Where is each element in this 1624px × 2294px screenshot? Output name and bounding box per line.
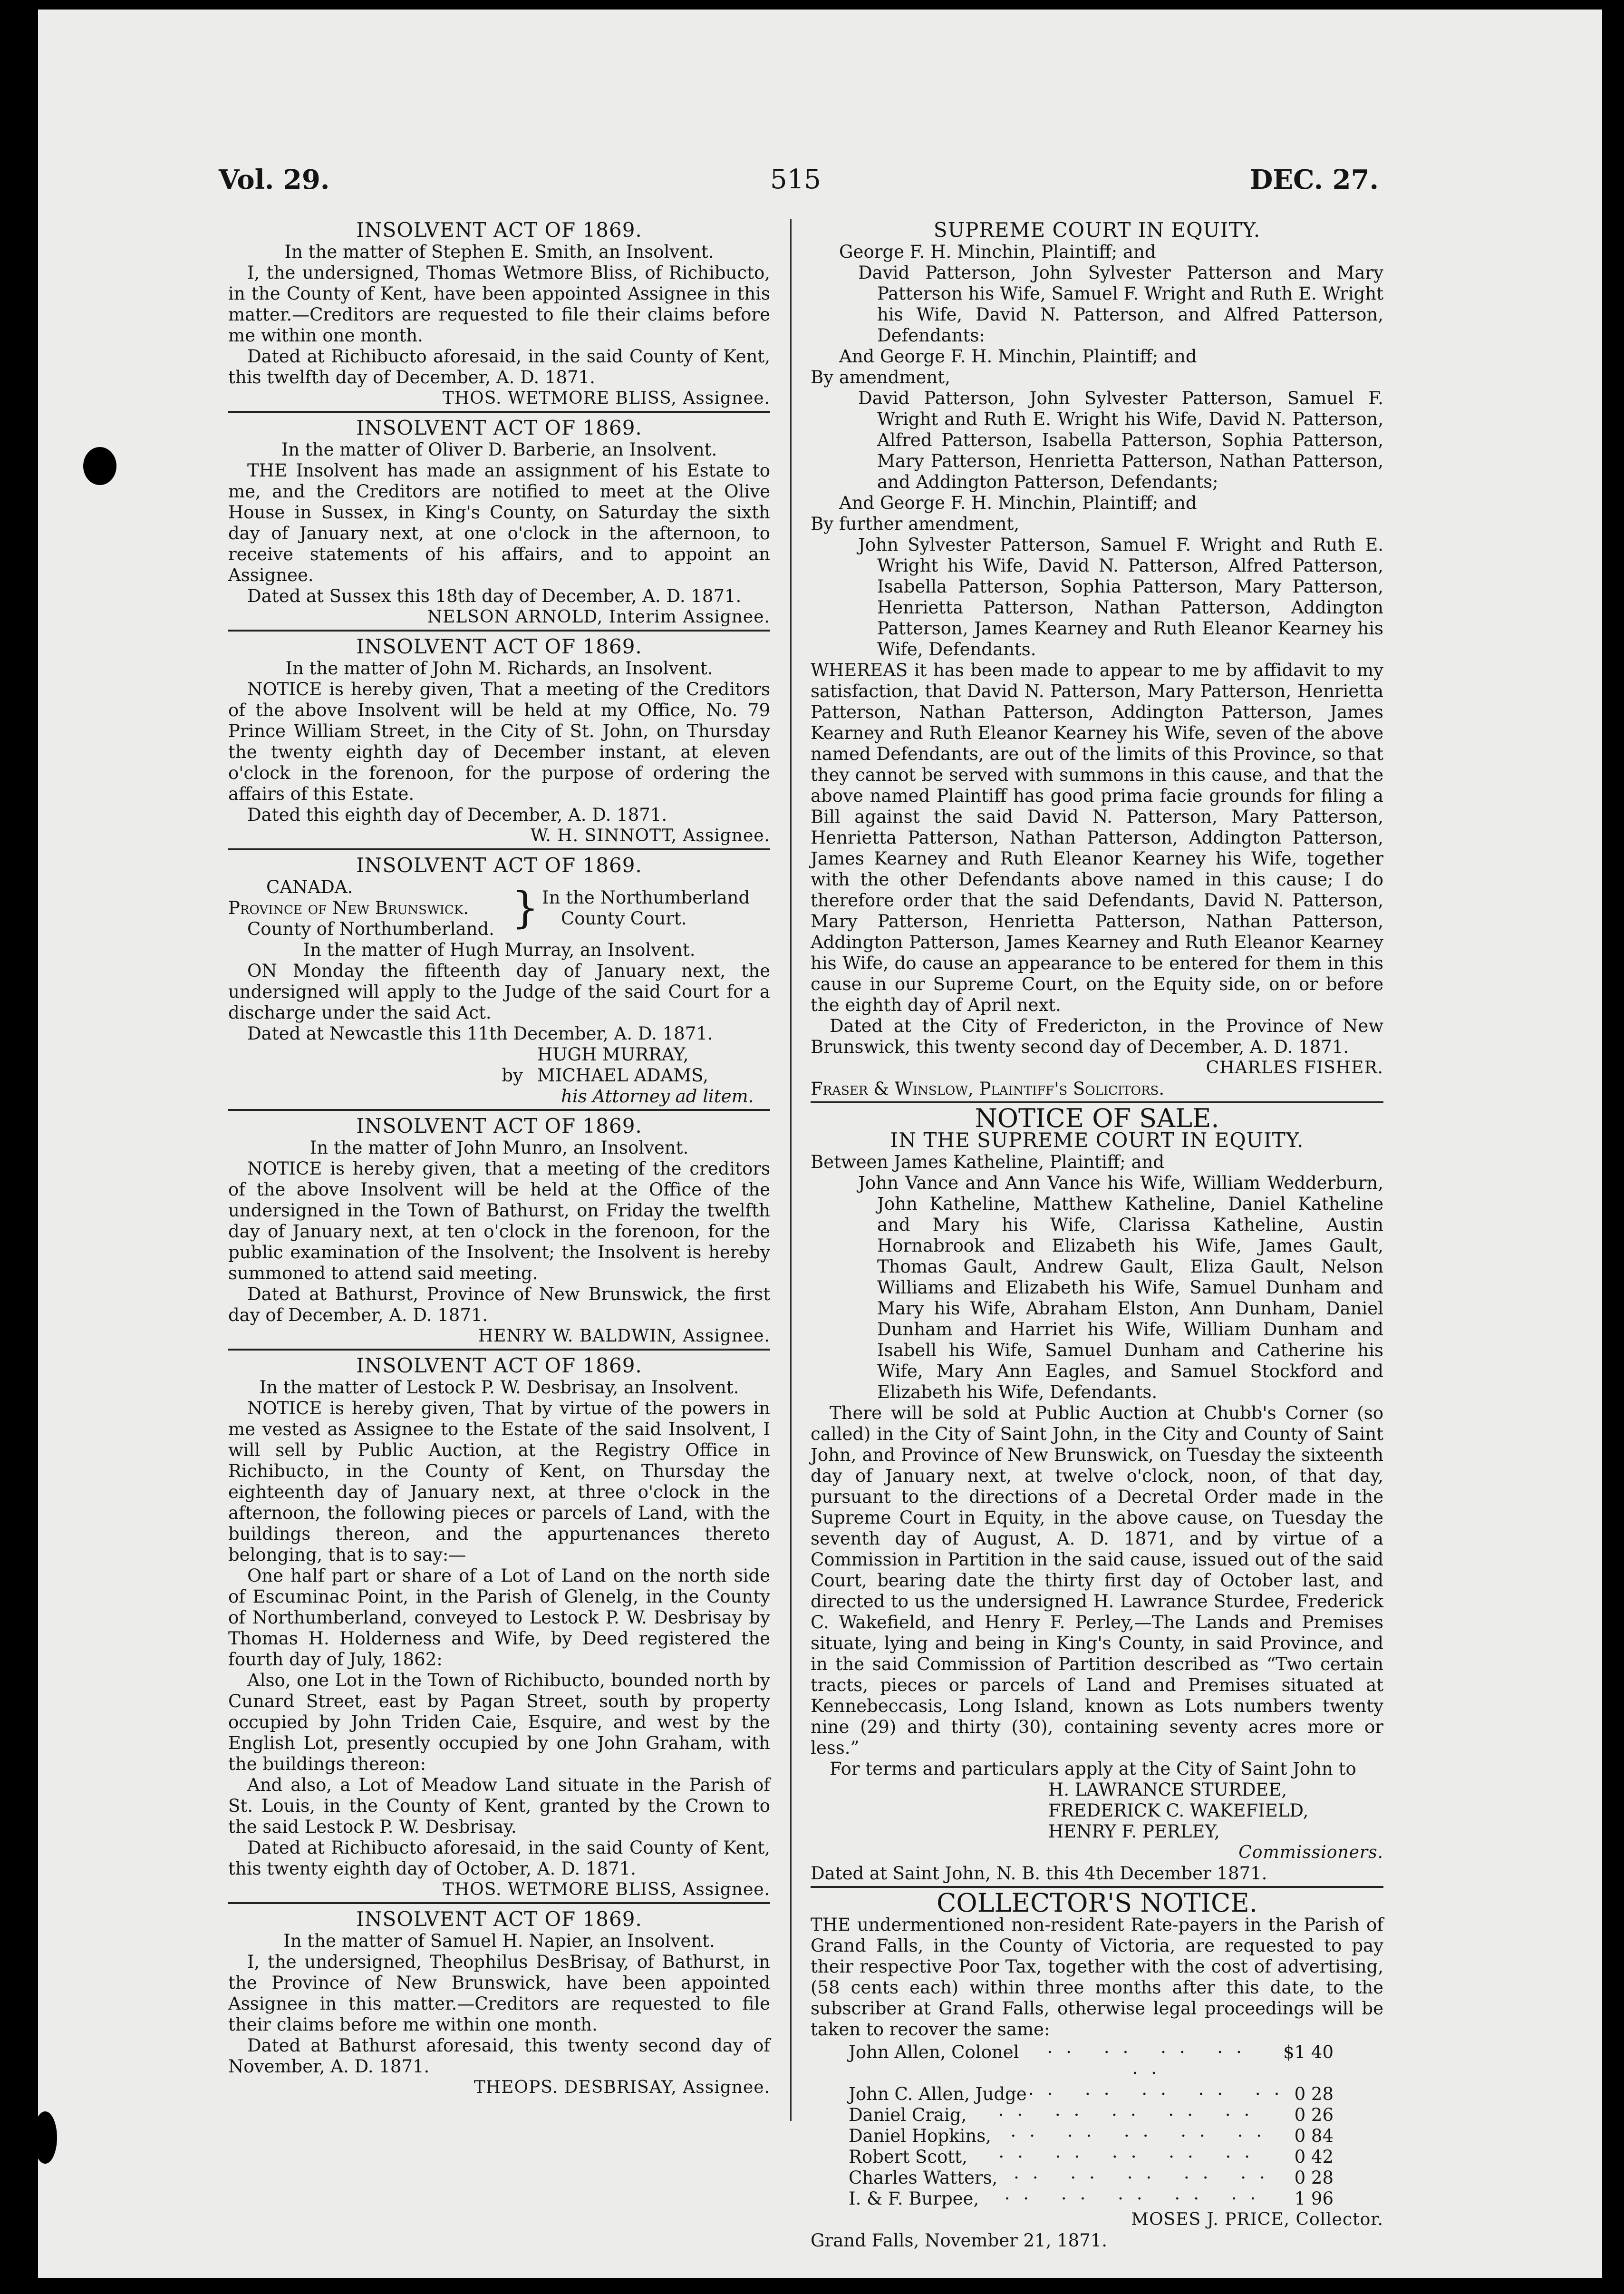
jurisdiction [228,877,509,940]
notice-munro [228,1116,770,1351]
ratepayer-name: Charles Watters, [849,2168,998,2188]
ratepayer-name: John Allen, Colonel [849,2042,1019,2062]
notice-signature: HENRY W. BALDWIN, Assignee. [478,1326,770,1346]
notice-parcel-3: And also, a Lot of Meadow Land situate in the Parish of St. Louis, in the County of Kent, granted by the Crown to the said Lestock P. W. Desbrisay. [228,1775,770,1837]
sig-attorney: his Attorney ad litem. [561,1086,754,1107]
notice-murray [228,855,770,1111]
notice-body: ON Monday the fifteenth day of January next, the undersigned will apply to the Judge of the said Court for a discharge under the said Act. [228,961,770,1023]
sig-adams: MICHAEL ADAMS, [537,1065,708,1086]
notice-matter: In the matter of Oliver D. Barberie, an Insolvent. [281,439,717,460]
notice-matter: In the matter of Hugh Murray, an Insolvent. [303,940,696,960]
punch-hole-top [83,447,116,485]
ratepayer-name: Daniel Hopkins, [849,2126,991,2146]
court-line-2: County Court. [561,908,687,929]
collectors-notice [811,1888,1383,2251]
ratepayer-row [849,2126,1334,2147]
ratepayer-amount: 0 28 [1294,2168,1334,2188]
notice-signature: THOS. WETMORE BLISS, Assignee. [442,389,770,408]
canada-label: CANADA. [266,877,353,897]
notice-body: I, the undersigned, Thomas Wetmore Bliss, of Richibucto, in the County of Kent, have been appointed Assignee in this matter.—Creditors are requested to file their claims before me within one month. [228,262,770,346]
notice-matter: In the matter of Stephen E. Smith, an Insolvent. [284,242,714,262]
notice-equity [811,220,1383,1103]
notice-napier [228,1909,770,2100]
notice-title: INSOLVENT ACT OF 1869. [356,854,642,877]
ratepayer-row [849,2105,1334,2126]
sig-attorney-line [228,1065,770,1086]
notice-signature: W. H. SINNOTT, Assignee. [530,826,770,846]
equity-signature: CHARLES FISHER. [1206,1058,1383,1078]
equity-amendment-2: By further amendment, [811,514,1020,534]
province-label: Province of New Brunswick. [228,898,469,918]
sale-between: Between James Katheline, Plaintiff; and [811,1152,1165,1172]
notice-parcel-2: Also, one Lot in the Town of Richibucto, bounded north by Cunard Street, east by Pagan Street, south by property occupied by John Triden Caie, Esquire, and west by the English Lot, presently occupied by one John Graham, with the buildings thereon: [228,1670,770,1774]
equity-defendants-3: John Sylvester Patterson, Samuel F. Wright and Ruth E. Wright his Wife, David N. Patterson, Alfred Patterson, Isabella Patterson, Sophia Patterson, Mary Patterson, Henrietta Patterson, Nathan Patterson, Addington Patterson, James Kearney and Ruth Eleanor Kearney his Wife, Defendants. [858,535,1383,660]
notice-dated: Dated at Newcastle this 11th December, A. D. 1871. [247,1023,713,1044]
ratepayer-amount: 0 42 [1294,2147,1334,2167]
leader-dots: ·· ·· ·· ·· ·· [1047,2042,1255,2083]
volume-label: Vol. 29. [219,164,330,195]
sig-hugh: HUGH MURRAY, [537,1044,689,1065]
ratepayer-amount: 1 96 [1294,2188,1334,2209]
notice-parcel-1: One half part or share of a Lot of Land on the north side of Escuminac Point, in the Parish of Glenelg, in the County of Northumberland, conveyed to Lestock P. W. Desbrisay by Thomas H. Holderness and Wife, by Deed registered the fourth day of July, 1862: [228,1565,770,1670]
leader-dots: ·· ·· ·· ·· ·· [998,2105,1263,2125]
issue-date: DEC. 27. [1249,164,1379,195]
leader-dots: ·· ·· ·· ·· ·· [1004,2188,1269,2209]
page-number: 515 [770,164,821,195]
notice-body: NOTICE is hereby given, That a meeting of the Creditors of the above Insolvent will be held at my Office, No. 79 Prince William Street, in the City of St. John, on Thursday the twenty eighth day of December instant, at eleven o'clock in the forenoon, for the purpose of ordering the affairs of this Estate. [228,679,770,804]
notice-smith [228,220,770,413]
equity-defendants: David Patterson, John Sylvester Patterson and Mary Patterson his Wife, Samuel F. Wright and Ruth E. Wright his Wife, David N. Patterson, and Alfred Patterson, Defendants: [858,262,1383,346]
collector-dated: Grand Falls, November 21, 1871. [811,2230,1108,2251]
ratepayer-row [849,2042,1334,2084]
collector-body: THE undermentioned non-resident Rate-payers in the Parish of Grand Falls, in the County of Victoria, are requested to pay their respective Poor Tax, together with the cost of advertising, (58 cents each) within three months after this date, to the subscriber at Grand Falls, otherwise legal proceedings will be taken to recover the same: [811,1915,1383,2040]
punch-hole-bottom [33,2111,57,2164]
collector-signature: MOSES J. PRICE, Collector. [1131,2210,1383,2229]
notice-body: NOTICE is hereby given, that a meeting of the creditors of the above Insolvent will be held at the Office of the undersigned in the Town of Bathurst, on Friday the twelfth day of January next, at ten o'clock in the forenoon, for the public examination of the Insolvent; the Insolvent is hereby summoned to attend said meeting. [228,1158,770,1283]
commissioner-3: HENRY F. PERLEY, [1048,1821,1220,1842]
equity-body: WHEREAS it has been made to appear to me by affidavit to my satisfaction, that David N. Patterson, Mary Patterson, Henrietta Patterson, Nathan Patterson, Addington Patterson, James Kearney and Ruth Eleanor Kearney his Wife, seven of the above named Defendants, are out of the limits of this Province, so that they cannot be served with summons in this cause, and that the above named Plaintiff has good prima facie grounds for filing a Bill against the said David N. Patterson, Mary Patterson, Henrietta Patterson, Nathan Patterson, Addington Patterson, James Kearney and Ruth Eleanor Kearney his Wife, together with the other Defendants above named in this cause; I do therefore order that the said Defendants, David N. Patterson, Mary Patterson, Henrietta Patterson, Nathan Patterson, Addington Patterson, James Kearney and Ruth Eleanor Kearney his Wife, do cause an appearance to be entered for them in this cause in our Supreme Court, on the Equity side, on or before the eighth day of April next. [811,660,1383,1015]
notice-dated: Dated this eighth day of December, A. D. 1871. [247,805,667,825]
brace-glyph: } [512,883,539,933]
equity-amendment: By amendment, [811,367,950,388]
notice-body: I, the undersigned, Theophilus DesBrisay, of Bathurst, in the Province of New Brunswick, have been appointed Assignee in this matter.—Creditors are requested to file their claims before me within one month. [228,1952,770,2035]
notice-barberie [228,418,770,632]
equity-dated: Dated at the City of Fredericton, in the Province of New Brunswick, this twenty second day of December, A. D. 1871. [811,1016,1383,1057]
notice-dated: Dated at Bathurst, Province of New Brunswick, the first day of December, A. D. 1871. [228,1284,770,1325]
leader-dots: ·· ·· ·· ·· ·· [1028,2084,1293,2104]
notice-richards [228,636,770,850]
ratepayer-row [849,2084,1334,2105]
notice-body: THE Insolvent has made an assignment of his Estate to me, and the Creditors are notified to meet at the Olive House in Sussex, in King's County, on Saturday the sixth day of January next, at one o'clock in the afternoon, to receive statements of his affairs, and to appoint an Assignee. [228,460,770,585]
left-column [228,219,770,2105]
ratepayer-name: Daniel Craig, [849,2105,967,2125]
ratepayer-name: Robert Scott, [849,2147,967,2167]
notice-desbrisay [228,1355,770,1904]
ratepayer-name: John C. Allen, Judge [849,2084,1027,2104]
equity-title: SUPREME COURT IN EQUITY. [933,218,1261,242]
ratepayer-amount: 0 84 [1294,2126,1334,2146]
notice-title: INSOLVENT ACT OF 1869. [356,1114,642,1137]
county-label: County of Northumberland. [247,919,494,939]
ratepayer-amount: 0 28 [1294,2084,1334,2104]
sale-court: IN THE SUPREME COURT IN EQUITY. [890,1128,1304,1152]
notice-body: NOTICE is hereby given, That by virtue of the powers in me vested as Assignee to the Estate of the said Insolvent, I will sell by Public Auction, at the Registry Office in Richibucto, in the County of Kent, on Thursday the eighteenth day of January next, at three o'clock in the afternoon, the following pieces or parcels of Land, with the buildings thereon, and the appurtenances thereto belonging, that is to say:— [228,1398,770,1565]
sale-terms: For terms and particulars apply at the City of Saint John to [830,1759,1356,1779]
court-label [542,887,750,929]
notice-title: INSOLVENT ACT OF 1869. [356,218,642,242]
ratepayer-row [849,2188,1334,2209]
notice-signature: THOS. WETMORE BLISS, Assignee. [442,1880,770,1899]
sale-body: There will be sold at Public Auction at Chubb's Corner (so called) in the City of Saint John, in the City and County of Saint John, and Province of New Brunswick, on Tuesday the sixteenth day of January next, at twelve o'clock, noon, of that day, pursuant to the directions of a Decretal Order made in the Supreme Court in Equity, in the above cause, on Tuesday the seventh day of August, A. D. 1871, and by virtue of a Commission in Partition in the said cause, issued out of the said Court, bearing date the thirty first day of October last, and directed to us the undersigned H. Lawrance Sturdee, Frederick C. Wakefield, and Henry F. Perley,—The Lands and Premises situate, lying and being in King's County, in said Province, and in the said Commission of Partition described as “Two certain tracts, pieces or parcels of Land and Premises situated at Kennebeccasis, Long Island, known as Lots numbers twenty nine (29) and thirty (30), containing seventy acres more or less.” [811,1403,1383,1758]
equity-defendants-2: David Patterson, John Sylvester Patterson, Samuel F. Wright and Ruth E. Wright his Wife, David N. Patterson, Alfred Patterson, Isabella Patterson, Sophia Patterson, Mary Patterson, Henrietta Patterson, Nathan Patterson, and Addington Patterson, Defendants; [858,388,1383,492]
notice-of-sale [811,1103,1383,1888]
ratepayer-row [849,2168,1334,2188]
commissioners-label: Commissioners. [1238,1843,1383,1862]
sale-parties: John Vance and Ann Vance his Wife, William Wedderburn, John Katheline, Matthew Katheline, Daniel Katheline and Mary his Wife, Clarissa Katheline, Austin Hornabrook and Elizabeth his Wife, James Gault, Thomas Gault, Andrew Gault, Eliza Gault, Nelson Williams and Elizabeth his Wife, Samuel Dunham and Mary his Wife, Abraham Elston, Ann Dunham, Daniel Dunham and Harriet his Wife, William Dunham and Isabell his Wife, Samuel Dunham and Catherine his Wife, Mary Ann Eagles, and Samuel Stockford and Elizabeth his Wife, Defendants. [858,1173,1383,1402]
sale-dated: Dated at Saint John, N. B. this 4th December 1871. [811,1863,1267,1884]
commissioner-2: FREDERICK C. WAKEFIELD, [1048,1800,1309,1821]
notice-title: INSOLVENT ACT OF 1869. [356,416,642,439]
equity-plaintiff-2: And George F. H. Minchin, Plaintiff; and [839,346,1197,367]
notice-signature: NELSON ARNOLD, Interim Assignee. [427,607,770,627]
notice-matter: In the matter of Samuel H. Napier, an Insolvent. [283,1931,715,1951]
sig-by: by [502,1065,523,1086]
ratepayer-list [849,2042,1383,2209]
leader-dots: ·· ·· ·· ·· ·· [998,2147,1264,2167]
notice-title: INSOLVENT ACT OF 1869. [356,1907,642,1931]
sale-title: NOTICE OF SALE. [975,1103,1219,1133]
commissioner-1: H. LAWRANCE STURDEE, [1048,1779,1287,1800]
court-line-1: In the Northumberland [542,887,750,908]
notice-matter: In the matter of Lestock P. W. Desbrisay, an Insolvent. [259,1377,739,1398]
court-block [228,877,770,940]
leader-dots: ·· ·· ·· ·· ·· [1010,2126,1276,2146]
notice-dated: Dated at Richibucto aforesaid, in the said County of Kent, this twenty eighth day of October, A. D. 1871. [228,1837,770,1879]
ratepayer-row [849,2147,1334,2168]
notice-title: INSOLVENT ACT OF 1869. [356,635,642,658]
notice-dated: Dated at Richibucto aforesaid, in the said County of Kent, this twelfth day of December, A. D. 1871. [228,346,770,388]
notice-dated: Dated at Sussex this 18th day of December, A. D. 1871. [247,586,742,606]
equity-plaintiff-3: And George F. H. Minchin, Plaintiff; and [839,493,1197,513]
page-header [219,164,1379,202]
right-column [811,219,1383,2251]
notice-matter: In the matter of John M. Richards, an Insolvent. [285,658,713,679]
equity-plaintiff: George F. H. Minchin, Plaintiff; and [839,242,1156,262]
notice-title: INSOLVENT ACT OF 1869. [356,1354,642,1377]
column-rule [790,219,792,2121]
collector-title: COLLECTOR'S NOTICE. [937,1888,1257,1918]
ratepayer-amount: $1 40 [1283,2042,1334,2062]
notice-signature: THEOPS. DESBRISAY, Assignee. [474,2078,770,2097]
notice-dated: Dated at Bathurst aforesaid, this twenty second day of November, A. D. 1871. [228,2035,770,2077]
leader-dots: ·· ·· ·· ·· ·· [1014,2168,1278,2188]
notice-matter: In the matter of John Munro, an Insolvent. [309,1137,689,1158]
ratepayer-name: I. & F. Burpee, [849,2188,979,2209]
ratepayer-amount: 0 26 [1294,2105,1334,2125]
equity-solicitors: Fraser & Winslow, Plaintiff's Solicitors. [811,1079,1165,1099]
